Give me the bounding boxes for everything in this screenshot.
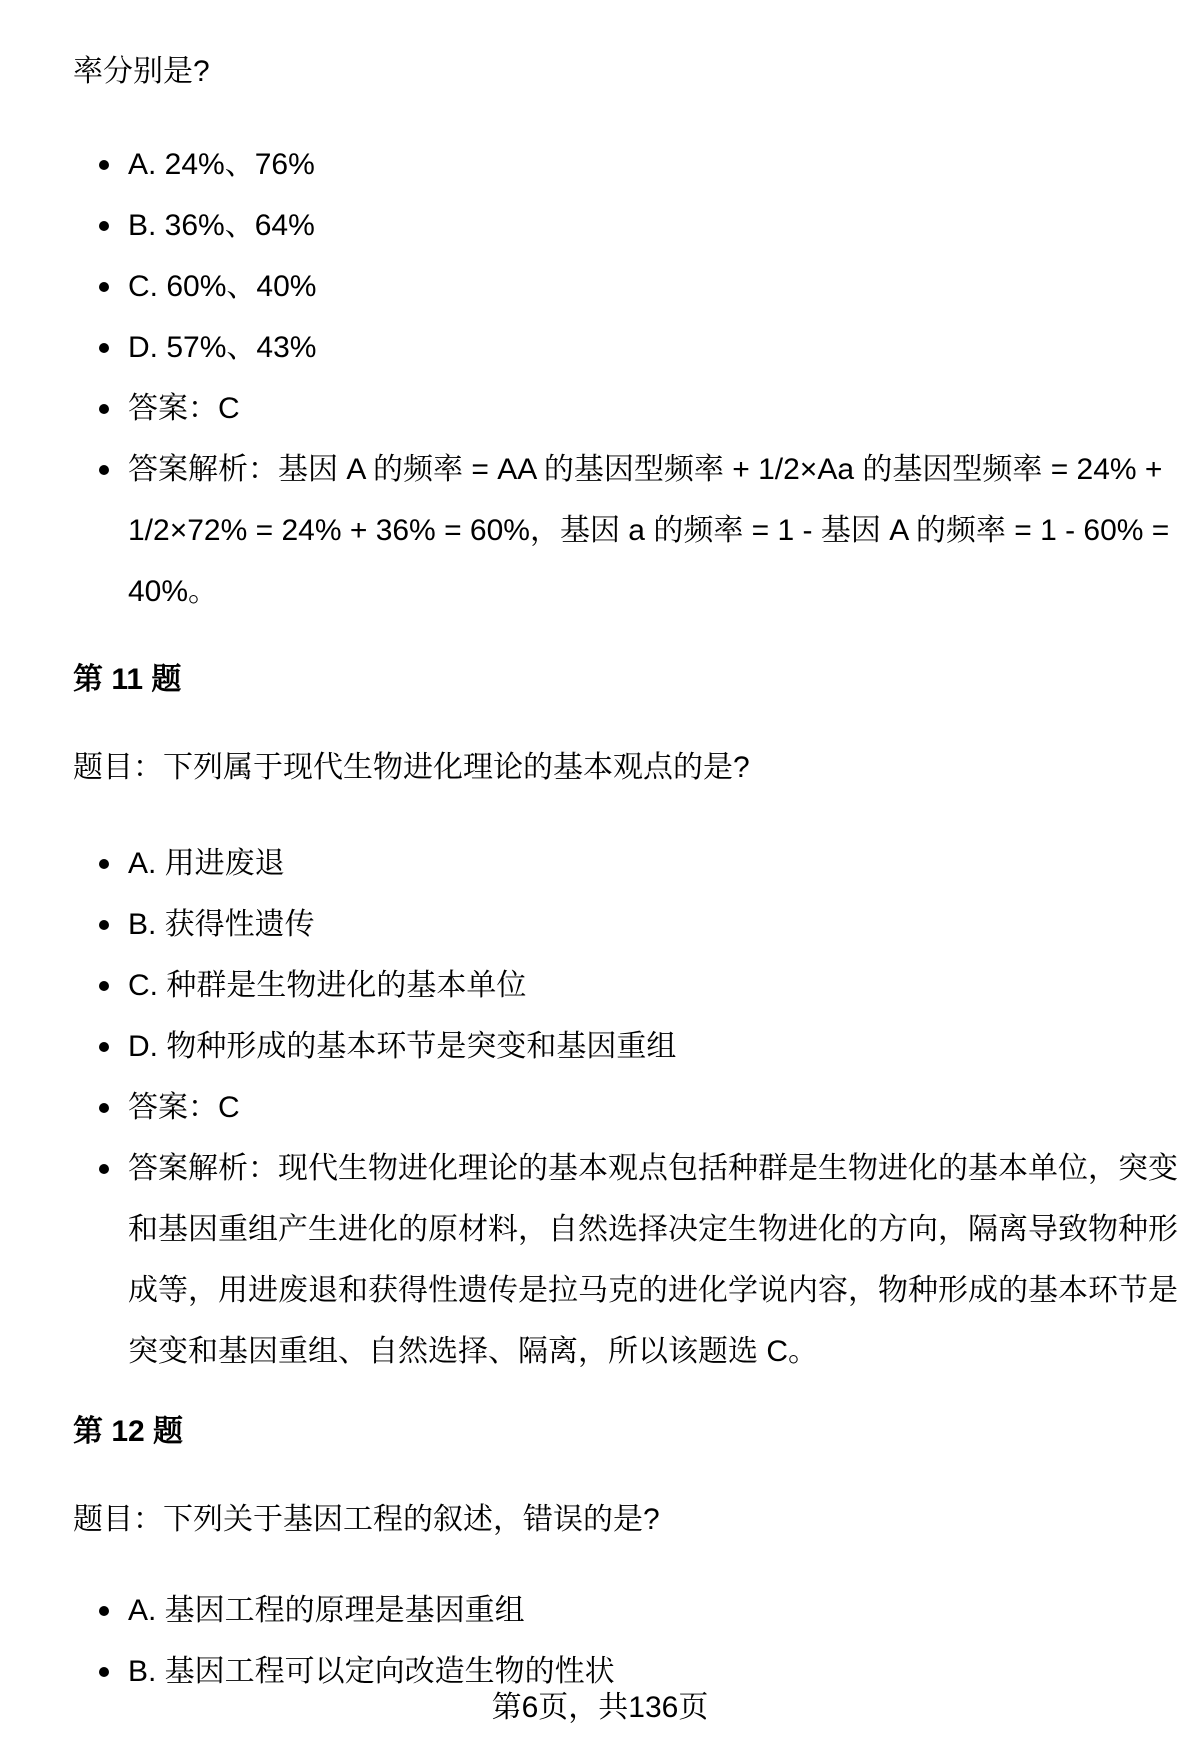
question-11-title: 题目：下列属于现代生物进化理论的基本观点的是? xyxy=(73,751,750,784)
option-text: B. 基因工程可以定向改造生物的性状 xyxy=(128,1655,615,1688)
bullet-icon xyxy=(99,1606,109,1616)
bullet-icon xyxy=(99,920,109,930)
page-footer: 第6页，共136页 xyxy=(491,1691,709,1724)
answer-text: 答案：C xyxy=(128,392,240,425)
bullet-icon xyxy=(99,981,109,991)
bullet-icon xyxy=(99,1164,109,1174)
bullet-icon xyxy=(99,221,109,231)
bullet-icon xyxy=(99,465,109,475)
continuation-text: 率分别是? xyxy=(73,55,210,88)
question-11-heading: 第 11 题 xyxy=(73,663,182,696)
question-12-heading: 第 12 题 xyxy=(73,1415,184,1448)
explanation-text: 答案解析：现代生物进化理论的基本观点包括种群是生物进化的基本单位，突变和基因重组产生进化的原材料，自然选择决定生物进化的方向，隔离导致物种形成等，用进废退和获得性遗传是拉马克的进化学说内容，物种形成的基本环节是突变和基因重组、自然选择、隔离，所以该题选 C。 xyxy=(128,1152,1178,1368)
option-text: D. 57%、43% xyxy=(128,331,317,364)
option-item xyxy=(73,894,1186,955)
bullet-icon xyxy=(99,859,109,869)
option-text: A. 用进废退 xyxy=(128,847,285,880)
question-12-title: 题目：下列关于基因工程的叙述，错误的是? xyxy=(73,1503,660,1536)
bullet-icon xyxy=(99,404,109,414)
option-item xyxy=(73,955,1186,1016)
answer-item xyxy=(73,1077,1186,1138)
answer-item xyxy=(73,378,1186,439)
option-item xyxy=(73,256,1186,317)
option-text: A. 24%、76% xyxy=(128,148,315,181)
option-text: C. 种群是生物进化的基本单位 xyxy=(128,969,527,1002)
option-text: B. 获得性遗传 xyxy=(128,908,315,941)
explanation-item xyxy=(73,1138,1186,1382)
question-11-options-list xyxy=(73,833,1186,1382)
bullet-icon xyxy=(99,343,109,353)
option-item xyxy=(73,195,1186,256)
option-item xyxy=(73,833,1186,894)
question-12-options-list xyxy=(73,1580,1186,1702)
bullet-icon xyxy=(99,1667,109,1677)
bullet-icon xyxy=(99,160,109,170)
bullet-icon xyxy=(99,1042,109,1052)
option-text: A. 基因工程的原理是基因重组 xyxy=(128,1594,525,1627)
option-text: B. 36%、64% xyxy=(128,209,315,242)
option-item xyxy=(73,1580,1186,1641)
explanation-item xyxy=(73,439,1186,622)
option-text: D. 物种形成的基本环节是突变和基因重组 xyxy=(128,1030,677,1063)
option-text: C. 60%、40% xyxy=(128,270,317,303)
explanation-text: 答案解析：基因 A 的频率 = AA 的基因型频率 + 1/2×Aa 的基因型频率 = 24% + 1/2×72% = 24% + 36% = 60%，基因 a 的频率 = 1 - 基因 A 的频率 = 1 - 60% = 40%。 xyxy=(128,453,1170,608)
question-10-options-list xyxy=(73,134,1186,622)
answer-text: 答案：C xyxy=(128,1091,240,1124)
option-item xyxy=(73,1016,1186,1077)
option-item xyxy=(73,317,1186,378)
option-item xyxy=(73,134,1186,195)
bullet-icon xyxy=(99,282,109,292)
bullet-icon xyxy=(99,1103,109,1113)
